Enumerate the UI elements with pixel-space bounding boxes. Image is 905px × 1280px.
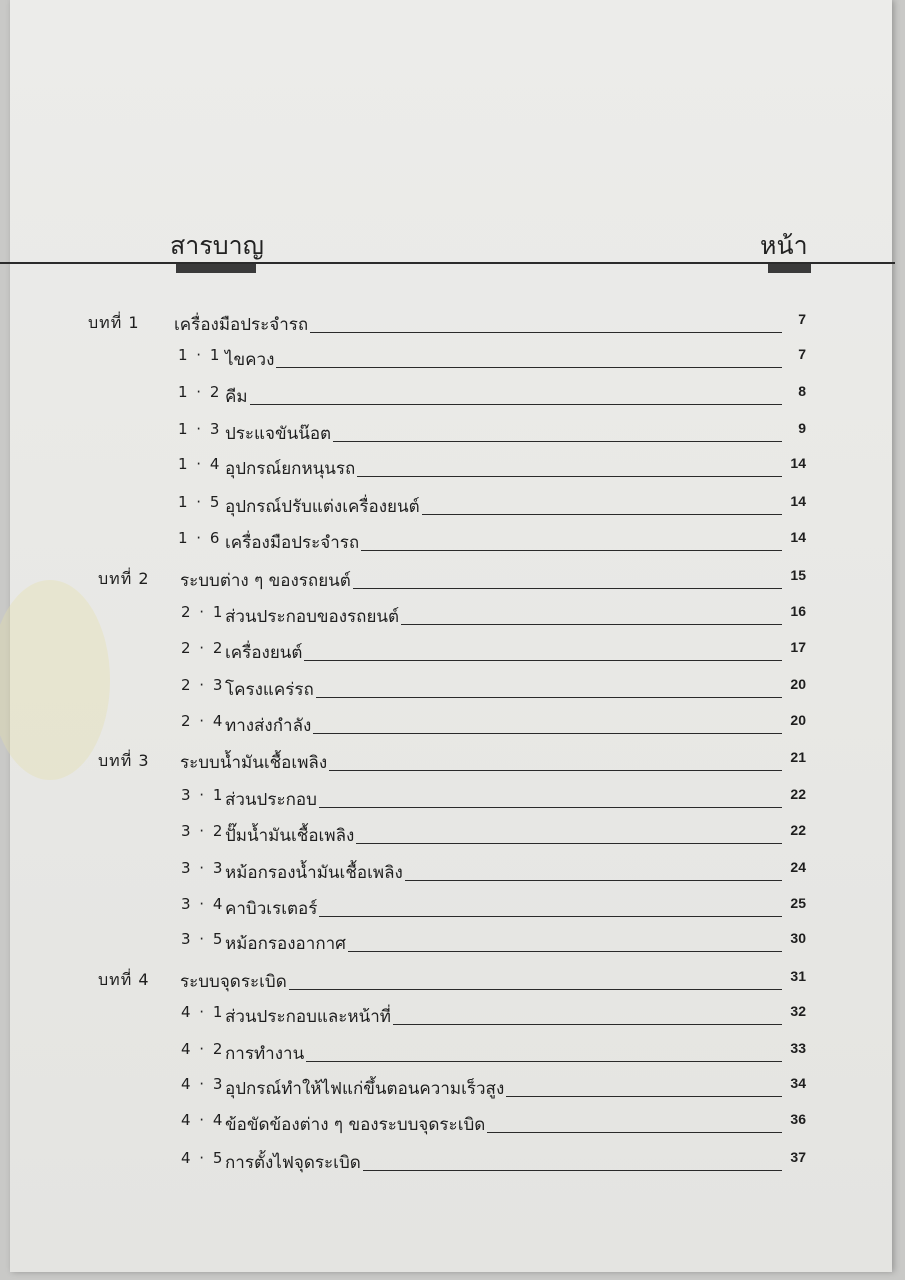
- leader-line: [356, 843, 782, 844]
- page-number: 7: [798, 346, 806, 362]
- entry-title: ระบบน้ำมันเชื้อเพลิง: [180, 753, 328, 773]
- entry-title: ทางส่งกำลัง: [225, 716, 312, 736]
- section-number: 2 · 4: [181, 712, 225, 730]
- section-entry: [0, 1147, 905, 1177]
- page-number: 14: [790, 529, 806, 545]
- leader-line: [353, 588, 782, 589]
- section-entry: [0, 820, 905, 850]
- entry-title: ปั๊มน้ำมันเชื้อเพลิง: [225, 826, 355, 846]
- section-entry: [0, 601, 905, 631]
- page-number: 21: [790, 749, 806, 765]
- page-number: 16: [790, 603, 806, 619]
- page-number: 15: [790, 567, 806, 583]
- section-number: 1 · 6: [178, 529, 222, 547]
- section-number: 1 · 1: [178, 346, 222, 364]
- entry-title: โครงแคร่รถ: [225, 680, 314, 700]
- entry-title: ประแจขันน๊อต: [225, 424, 332, 444]
- leader-line: [310, 332, 782, 333]
- section-number: 3 · 2: [181, 822, 225, 840]
- entry-title: การทำงาน: [225, 1044, 305, 1064]
- chapter-label: บทที่ 1: [88, 313, 140, 332]
- page-underline-mark: [768, 264, 811, 273]
- section-entry: [0, 1109, 905, 1139]
- leader-line: [329, 770, 782, 771]
- section-number: 3 · 1: [181, 786, 225, 804]
- entry-title: เครื่องยนต์: [225, 643, 303, 663]
- page-number: 24: [790, 859, 806, 875]
- leader-line: [348, 951, 782, 952]
- leader-line: [506, 1096, 782, 1097]
- entry-title: ส่วนประกอบ: [225, 790, 317, 810]
- page-number: 20: [790, 676, 806, 692]
- section-number: 4 · 1: [181, 1003, 225, 1021]
- page-number: 14: [790, 493, 806, 509]
- page-number: 33: [790, 1040, 806, 1056]
- entry-title: คาบิวเรเตอร์: [225, 899, 318, 919]
- entry-title: ไขควง: [225, 350, 275, 370]
- chapter-label: บทที่ 3: [98, 751, 150, 770]
- section-number: 2 · 1: [181, 603, 225, 621]
- entry-title: อุปกรณ์ทำให้ไฟแก่ขึ้นตอนความเร็วสูง: [225, 1079, 505, 1099]
- section-number: 2 · 3: [181, 676, 225, 694]
- section-entry: [0, 381, 905, 411]
- chapter-entry: [0, 565, 905, 595]
- leader-line: [422, 514, 782, 515]
- leader-line: [276, 367, 782, 368]
- page-number: 20: [790, 712, 806, 728]
- chapter-label: บทที่ 2: [98, 569, 150, 588]
- section-entry: [0, 1073, 905, 1103]
- section-entry: [0, 1038, 905, 1068]
- section-number: 4 · 4: [181, 1111, 225, 1129]
- entry-title: อุปกรณ์ยกหนุนรถ: [225, 459, 356, 479]
- page-number: 25: [790, 895, 806, 911]
- page-number: 7: [798, 311, 806, 327]
- leader-line: [319, 807, 782, 808]
- section-number: 1 · 4: [178, 455, 222, 473]
- entry-title: ส่วนประกอบและหน้าที่: [225, 1007, 391, 1027]
- section-entry: [0, 893, 905, 923]
- leader-line: [289, 989, 782, 990]
- section-entry: [0, 344, 905, 374]
- page-number: 34: [790, 1075, 806, 1091]
- page-number: 17: [790, 639, 806, 655]
- leader-line: [304, 660, 782, 661]
- entry-title: หม้อกรองอากาศ: [225, 934, 346, 954]
- leader-line: [250, 404, 782, 405]
- entry-title: ส่วนประกอบของรถยนต์: [225, 607, 400, 627]
- leader-line: [306, 1061, 782, 1062]
- section-entry: [0, 674, 905, 704]
- leader-line: [333, 441, 782, 442]
- leader-line: [319, 916, 782, 917]
- entry-title: การตั้งไฟจุดระเบิด: [225, 1153, 361, 1173]
- section-entry: [0, 928, 905, 958]
- leader-line: [361, 550, 782, 551]
- entry-title: ระบบจุดระเบิด: [180, 972, 287, 992]
- section-number: 1 · 3: [178, 420, 222, 438]
- title-underline-mark: [176, 264, 256, 273]
- section-entry: [0, 453, 905, 483]
- section-number: 4 · 2: [181, 1040, 225, 1058]
- section-number: 2 · 2: [181, 639, 225, 657]
- page-column-label: หน้า: [760, 231, 808, 260]
- leader-line: [363, 1170, 782, 1171]
- toc-header: [0, 0, 905, 280]
- section-entry: [0, 784, 905, 814]
- section-number: 1 · 5: [178, 493, 222, 511]
- page-number: 32: [790, 1003, 806, 1019]
- entry-title: คีม: [225, 387, 248, 407]
- page-number: 22: [790, 822, 806, 838]
- leader-line: [393, 1024, 782, 1025]
- section-entry: [0, 1001, 905, 1031]
- section-entry: [0, 710, 905, 740]
- entry-title: ระบบต่าง ๆ ของรถยนต์: [180, 571, 351, 591]
- section-entry: [0, 857, 905, 887]
- page-number: 9: [798, 420, 806, 436]
- page-number: 8: [798, 383, 806, 399]
- section-number: 4 · 3: [181, 1075, 225, 1093]
- page-number: 31: [790, 968, 806, 984]
- page-number: 22: [790, 786, 806, 802]
- section-number: 3 · 5: [181, 930, 225, 948]
- chapter-label: บทที่ 4: [98, 970, 150, 989]
- section-entry: [0, 491, 905, 521]
- entry-title: เครื่องมือประจำรถ: [225, 533, 360, 553]
- leader-line: [316, 697, 782, 698]
- section-entry: [0, 418, 905, 448]
- section-entry: [0, 527, 905, 557]
- leader-line: [313, 733, 782, 734]
- section-number: 3 · 3: [181, 859, 225, 877]
- page-number: 14: [790, 455, 806, 471]
- chapter-entry: [0, 966, 905, 996]
- section-number: 3 · 4: [181, 895, 225, 913]
- page-number: 36: [790, 1111, 806, 1127]
- entry-title: อุปกรณ์ปรับแต่งเครื่องยนต์: [225, 497, 420, 517]
- section-number: 4 · 5: [181, 1149, 225, 1167]
- section-number: 1 · 2: [178, 383, 222, 401]
- entry-title: หม้อกรองน้ำมันเชื้อเพลิง: [225, 863, 403, 883]
- entry-title: ข้อขัดข้องต่าง ๆ ของระบบจุดระเบิด: [225, 1115, 486, 1135]
- toc-title: สารบาญ: [170, 231, 264, 260]
- leader-line: [401, 624, 782, 625]
- chapter-entry: [0, 747, 905, 777]
- section-entry: [0, 637, 905, 667]
- page-number: 30: [790, 930, 806, 946]
- chapter-entry: [0, 309, 905, 339]
- leader-line: [405, 880, 782, 881]
- header-rule: [0, 262, 895, 264]
- page-number: 37: [790, 1149, 806, 1165]
- leader-line: [357, 476, 782, 477]
- leader-line: [487, 1132, 782, 1133]
- entry-title: เครื่องมือประจำรถ: [174, 315, 309, 335]
